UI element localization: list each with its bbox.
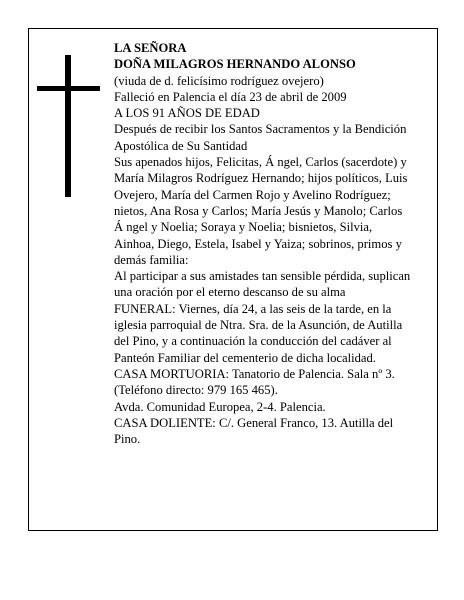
age-line: A LOS 91 AÑOS DE EDAD bbox=[114, 106, 260, 121]
request-paragraph: Al participar a sus amistades tan sensible pérdida, suplican una oración por el eterno descanso de su alma bbox=[114, 269, 411, 300]
death-line: Falleció en Palencia el día 23 de abril de 2009 bbox=[114, 89, 347, 104]
mourning-house-paragraph: CASA DOLIENTE: C/. General Franco, 13. Autilla del Pino. bbox=[114, 415, 394, 447]
sacraments-paragraph: Después de recibir los Santos Sacramentos y la Bendición Apostólica de Su Santidad bbox=[114, 122, 407, 153]
address-line: Avda. Comunidad Europea, 2-4. Palencia. bbox=[114, 399, 326, 414]
funeral-paragraph: FUNERAL: Viernes, día 24, a las seis de la tarde, en la iglesia parroquial de Ntra. Sra. de la Asunción, de Autilla del Pino, y a continuación la conducción del cadáver al Panteón Familiar del cementerio de dicha localidad. bbox=[114, 301, 403, 365]
obituary-text bbox=[114, 40, 414, 447]
family-paragraph: Sus apenados hijos, Felicitas, Á ngel, Carlos (sacerdote) y María Milagros Rodríguez Hernando; hijos políticos, Luis Ovejero, María del Carmen Rojo y Avelino Rodríguez; nietos, Ana Rosa y Carlos; María Jesús y Manolo; Carlos Á ngel y Noelia; Soraya y Noelia; bisnietos, Silvia, Ainhoa, Diego, Estela, Isabel y Yaiza; sobrinos, primos y demás familia: bbox=[114, 155, 408, 267]
cross-vertical-bar bbox=[65, 55, 71, 197]
cross-horizontal-bar bbox=[37, 86, 100, 91]
heading: LA SEÑORA bbox=[114, 41, 187, 55]
widow-line: (viuda de d. felicísimo rodríguez ovejero) bbox=[114, 73, 324, 88]
mortuary-paragraph: CASA MORTUORIA: Tanatorio de Palencia. Sala nº 3. (Teléfono directo: 979 165 465). bbox=[114, 366, 395, 398]
deceased-name: DOÑA MILAGROS HERNANDO ALONSO bbox=[114, 57, 356, 72]
